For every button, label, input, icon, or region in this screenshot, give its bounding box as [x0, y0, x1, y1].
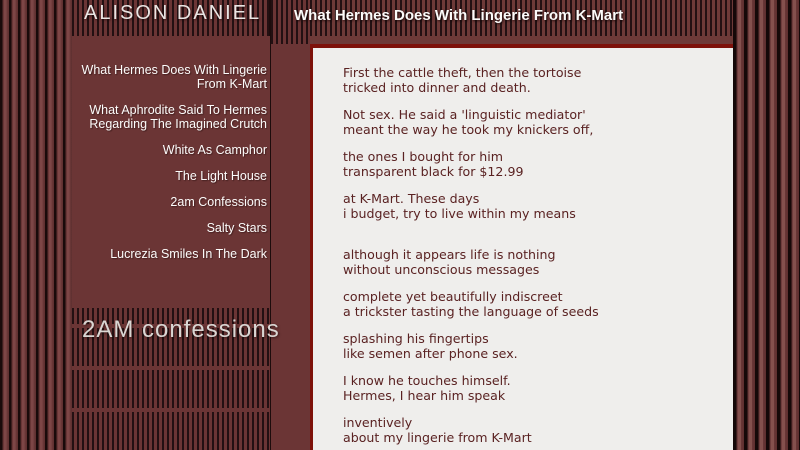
poem-line: a trickster tasting the language of seeds	[343, 304, 599, 319]
poem-line: i budget, try to live within my means	[343, 206, 576, 221]
poem-body	[343, 65, 723, 445]
poem-line: First the cattle theft, then the tortoise	[343, 65, 582, 80]
poem-line: like semen after phone sex.	[343, 346, 518, 361]
poem-stanza	[343, 107, 723, 137]
poem-line: Not sex. He said a 'linguistic mediator'	[343, 107, 586, 122]
poem-stanza	[343, 149, 723, 179]
poem-stanza	[343, 65, 723, 95]
site-author-title: ALISON DANIEL	[84, 2, 262, 24]
poem-line: meant the way he took my knickers off,	[343, 122, 594, 137]
sidebar-link[interactable]: What Aphrodite Said To Hermes Regarding The Imagined Crutch	[89, 103, 267, 131]
poem-line: without unconscious messages	[343, 262, 540, 277]
poem-line: I know he touches himself.	[343, 373, 511, 388]
poem-line: complete yet beautifully indiscreet	[343, 289, 563, 304]
poem-stanza	[343, 415, 723, 445]
sidebar-link[interactable]: 2am Confessions	[170, 195, 267, 209]
poem-line: transparent black for $12.99	[343, 164, 524, 179]
poem-stanza-spacer	[343, 233, 723, 235]
gutter-column	[269, 0, 310, 450]
page-title: What Hermes Does With Lingerie From K-Mart	[294, 7, 624, 24]
poem-stanza	[343, 373, 723, 403]
right-margin-stripes	[733, 0, 800, 450]
poem-line: Hermes, I hear him speak	[343, 388, 506, 403]
content-panel	[310, 44, 733, 450]
left-margin-stripes	[0, 0, 72, 450]
sidebar-link[interactable]: Salty Stars	[206, 221, 267, 235]
sidebar-nav	[77, 63, 267, 273]
poem-line: splashing his fingertips	[343, 331, 489, 346]
brand-wordmark: 2AM confessions	[82, 316, 280, 343]
poem-stanza	[343, 247, 723, 277]
poem-line: inventively	[343, 415, 413, 430]
poem-line: the ones I bought for him	[343, 149, 504, 164]
sidebar-link[interactable]: The Light House	[175, 169, 267, 183]
poem-line: although it appears life is nothing	[343, 247, 556, 262]
poem-stanza	[343, 289, 723, 319]
sidebar-link[interactable]: White As Camphor	[162, 143, 267, 157]
poem-stanza	[343, 191, 723, 221]
poem-line: tricked into dinner and death.	[343, 80, 531, 95]
poem-line: at K-Mart. These days	[343, 191, 480, 206]
sidebar-link[interactable]: Lucrezia Smiles In The Dark	[110, 247, 267, 261]
sidebar-link[interactable]: What Hermes Does With Lingerie From K-Mart	[81, 63, 267, 91]
poem-stanza	[343, 331, 723, 361]
poem-line: about my lingerie from K-Mart	[343, 430, 532, 445]
